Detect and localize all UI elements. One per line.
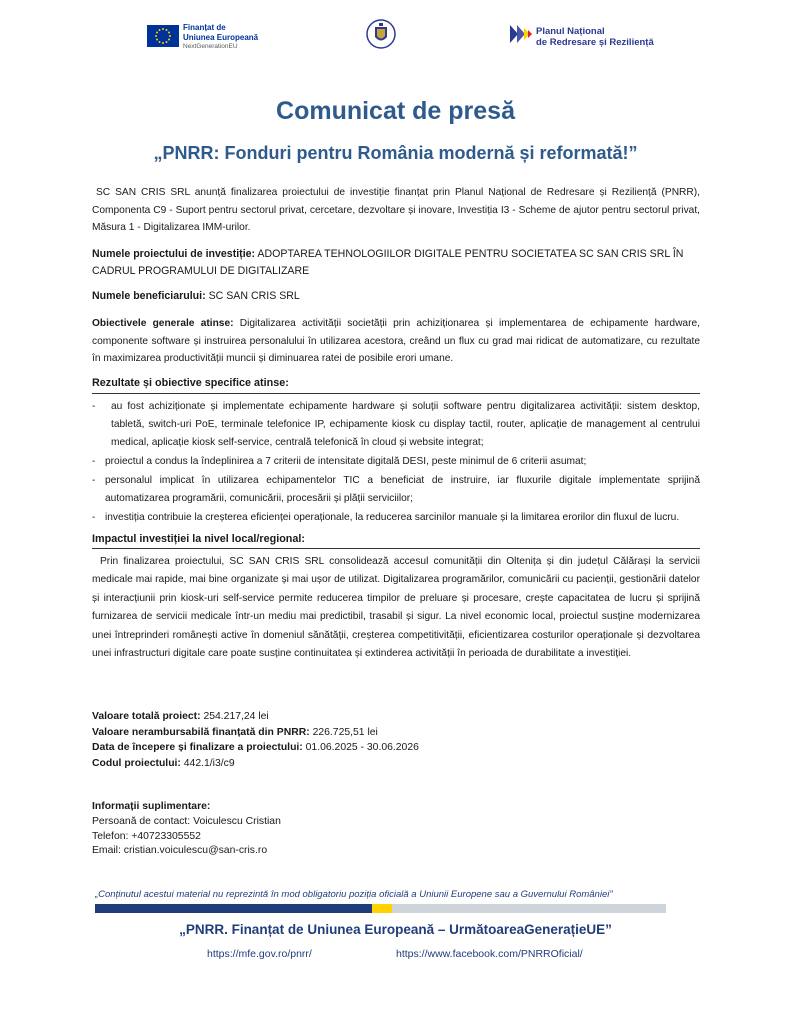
fact-label: Data de începere și finalizare a proiectului: <box>92 742 303 754</box>
impact-heading: Impactul investiției la nivel local/regional: <box>92 533 306 545</box>
list-item-text: investiția contribuie la creșterea eficienței operaționale, la reducerea sarcinilor manuale și la limitarea erorilor din fluxul de lucru. <box>105 512 680 523</box>
footer-link-mfe[interactable]: https://mfe.gov.ro/pnrr/ <box>207 948 312 960</box>
fact-code <box>92 756 419 772</box>
project-name-value: ADOPTAREA TEHNOLOGIILOR DIGITALE PENTRU SOCIETATEA SC SAN CRIS SRL ÎN CADRUL PROGRAMULUI DE DIGITALIZARE <box>92 248 684 277</box>
info-contact: Persoană de contact: Voiculescu Cristian <box>92 815 281 827</box>
fact-total-value <box>92 709 419 725</box>
dash-bullet: - <box>92 512 96 523</box>
pnrr-line-2: de Redresare și Reziliență <box>536 37 654 48</box>
results-heading: Rezultate și obiective specifice atinse: <box>92 377 289 389</box>
intro-paragraph: SC SAN CRIS SRL anunță finalizarea proiectului de investiție finanțat prin Planul Național de Redresare și Reziliență (PNRR), Componenta C9 - Suport pentru sectorul privat, cercetare, dezvoltare și inovare, Investiția I3 - Scheme de ajutor pentru sectorul privat, Măsura 1 - Digitalizarea IMM-urilor. <box>92 187 700 233</box>
footer-slogan: „PNRR. Finanțat de Uniunea Europeană – UrmătoareaGenerațieUE” <box>179 922 612 937</box>
results-list <box>92 398 700 528</box>
eu-line-3: NextGenerationEU <box>183 43 238 50</box>
dash-bullet: - <box>92 401 96 412</box>
eu-line-1: Finanțat de <box>183 23 226 32</box>
dash-bullet: - <box>92 456 96 467</box>
eu-line-2: Uniunea Europeană <box>183 32 259 42</box>
objectives-value: Digitalizarea activității societății prin achiziționarea și implementarea de echipamente hardware, componente software și instruirea personalului în utilizarea acestora, creând un flux cu grad mai ridicat de automatizare, cu rezultate în maximizarea productivității muncii și diminuarea ratei de posibile erori umane. <box>92 318 700 364</box>
government-emblem-icon <box>366 17 396 51</box>
eu-funding-logo-text <box>183 23 258 52</box>
page-subtitle: „PNRR: Fonduri pentru România modernă și reformată!” <box>153 143 638 163</box>
fact-value: 01.06.2025 - 30.06.2026 <box>305 742 419 754</box>
footer-bar-yellow <box>372 904 392 913</box>
fact-value: 254.217,24 lei <box>203 711 269 722</box>
pnrr-logo-text <box>536 26 654 48</box>
info-phone: Telefon: +40723305552 <box>92 830 201 842</box>
list-item-text: personalul implicat în utilizarea echipamentelor TIC a beneficiat de instruire, iar fluxurile digitale implementate sprijină automatizarea programării, comunicării, procesării și plății serviciilor; <box>105 475 700 504</box>
fact-label: Valoare nerambursabilă finanțată din PNRR: <box>92 726 310 738</box>
list-item <box>92 398 700 452</box>
fact-value: 442.1/i3/c9 <box>183 757 235 769</box>
fact-value: 226.725,51 lei <box>312 726 378 738</box>
info-heading: Informații suplimentare: <box>92 801 211 812</box>
project-name <box>92 246 700 280</box>
list-item <box>92 453 700 471</box>
fact-label: Valoare totală proiect: <box>92 711 201 722</box>
list-item <box>92 509 700 527</box>
footer-bar-navy <box>95 904 372 913</box>
pnrr-line-1: Planul Național <box>536 26 605 37</box>
fact-label: Codul proiectului: <box>92 757 181 769</box>
footer-bar-grey <box>392 904 666 913</box>
divider <box>92 393 700 394</box>
pnrr-logo-icon <box>510 25 532 43</box>
divider <box>92 548 700 549</box>
page-title: Comunicat de presă <box>276 97 515 125</box>
project-name-label: Numele proiectului de investiție: <box>92 248 256 260</box>
impact-paragraph: Prin finalizarea proiectului, SC SAN CRIS SRL consolidează accesul comunității din Oltenița și din județul Călărași la servicii medicale mai rapide, mai bine organizate și mai ușor de utilizat. Digitalizarea programărilor, comunicării cu pacienții, gestionării datelor și interacțiunii prin kiosk-uri self-service permite reducerea timpilor de preluare și procesare, crește capacitatea de lucru și sprijină furnizarea de servicii medicale într-un mediu mai predictibil, trasabil și sigur. La nivel economic local, proiectul susține modernizarea unei întreprinderi românești active în domeniul sănătății, creșterea competitivității, eficientizarea costurilor operaționale și dezvoltarea unei infrastructuri digitale care poate susține continuitatea și extinderea activității în perioada de durabilitate a investiției. <box>92 556 700 660</box>
objectives-label: Obiectivele generale atinse: <box>92 318 234 329</box>
fact-grant-value <box>92 725 419 741</box>
beneficiary <box>92 290 700 302</box>
project-facts <box>92 709 419 771</box>
footer-link-facebook[interactable]: https://www.facebook.com/PNRROficial/ <box>396 948 583 960</box>
footer-disclaimer: „Conținutul acestui material nu reprezintă în mod obligatoriu poziția oficială a Uniunii Europene sau a Guvernului României” <box>95 889 613 900</box>
objectives <box>92 315 700 368</box>
list-item-text: proiectul a condus la îndeplinirea a 7 criterii de intensitate digitală DESI, peste minimul de 6 criterii asumat; <box>105 456 587 467</box>
beneficiary-label: Numele beneficiarului: <box>92 290 206 302</box>
eu-flag-icon <box>147 25 179 47</box>
additional-info <box>92 800 281 859</box>
info-email: Email: cristian.voiculescu@san-cris.ro <box>92 845 268 857</box>
beneficiary-value: SC SAN CRIS SRL <box>208 290 300 302</box>
list-item-text: au fost achiziționate și implementate echipamente hardware și soluții software pentru digitalizarea activității: sistem desktop, tabletă, switch-uri PoE, terminale telefonice IP, echipamente kiosk cu display tactil, router, aplicație de management al centrului medical, aplicație kiosk self-service, centrală telefonică în cloud și website integrat; <box>111 401 700 448</box>
list-item <box>92 472 700 508</box>
fact-dates <box>92 740 419 756</box>
dash-bullet: - <box>92 475 96 486</box>
